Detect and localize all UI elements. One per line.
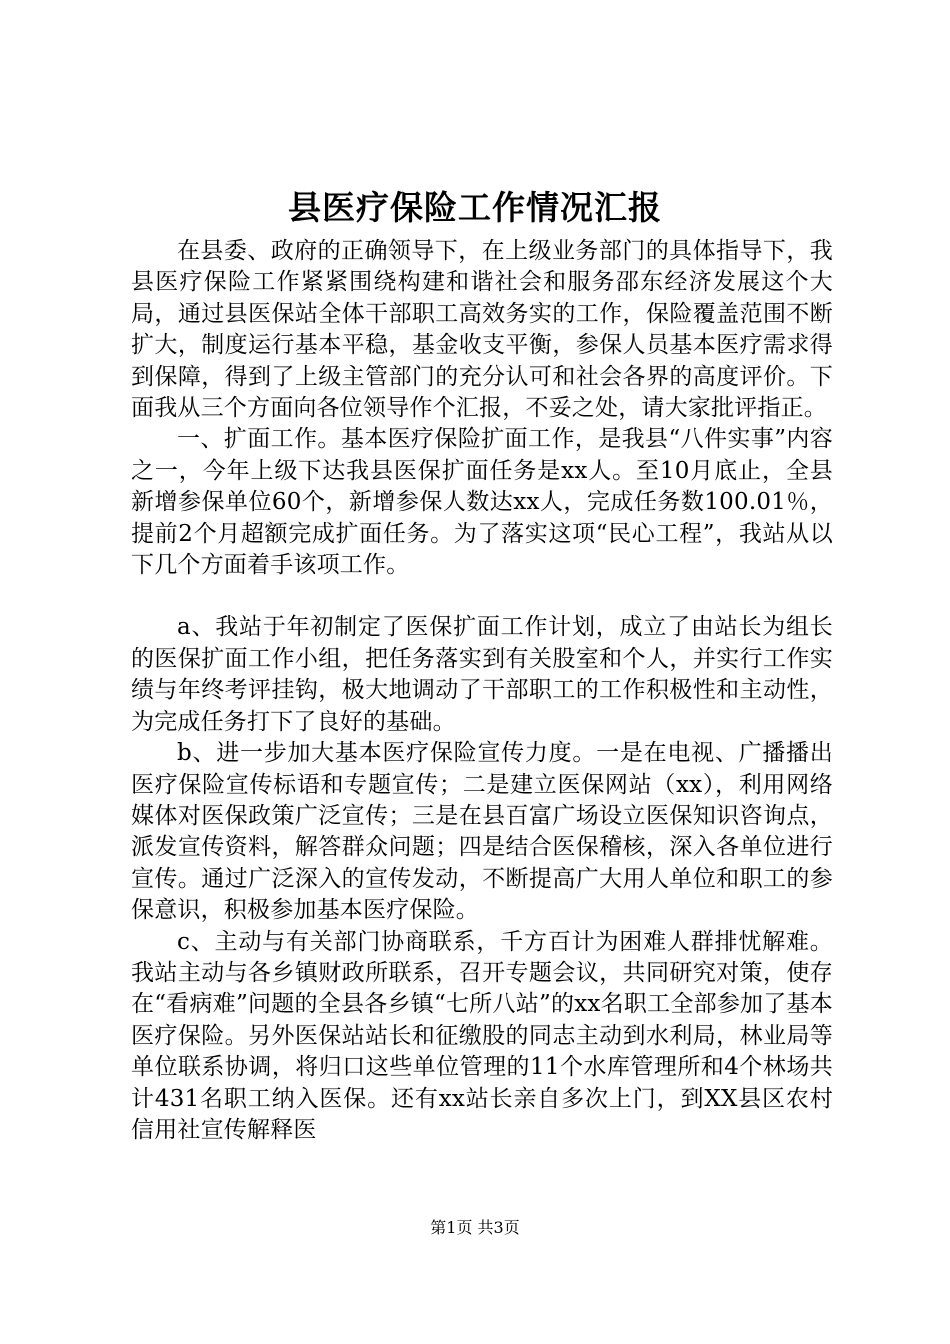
page-footer: 第1页 共3页 bbox=[430, 1218, 520, 1237]
intro-paragraph: 在县委、政府的正确领导下，在上级业务部门的具体指导下，我县医疗保险工作紧紧围绕构建和谐社会和服务邵东经济发展这个大局，通过县医保站全体干部职工高效务实的工作，保险覆盖范围不断扩大，制度运行基本平稳，基金收支平衡，参保人员基本医疗需求得到保障，得到了上级主管部门的充分认可和社会各界的高度评价。下面我从三个方面向各位领导作个汇报，不妥之处，请大家批评指正。 bbox=[131, 238, 833, 422]
item-c-paragraph: c、主动与有关部门协商联系，千方百计为困难人群排忧解难。我站主动与各乡镇财政所联系，召开专题会议，共同研究对策，使存在“看病难”问题的全县各乡镇“七所八站”的xx名职工全部参加了基本医疗保险。另外医保站站长和征缴股的同志主动到水利局，林业局等单位联系协调，将归口这些单位管理的11个水库管理所和4个林场共计431名职工纳入医保。还有xx站长亲自多次上门，到XX县区农村信用社宣传解释医 bbox=[131, 928, 833, 1143]
item-a-paragraph: a、我站于年初制定了医保扩面工作计划，成立了由站长为组长的医保扩面工作小组，把任务落实到有关股室和个人，并实行工作实绩与年终考评挂钩，极大地调动了干部职工的工作积极性和主动性，为完成任务打下了良好的基础。 bbox=[131, 614, 833, 735]
section-expansion-paragraph: 一、扩面工作。基本医疗保险扩面工作，是我县“八件实事”内容之一，今年上级下达我县医保扩面任务是xx人。至10月底止，全县新增参保单位60个，新增参保人数达xx人，完成任务数100.01％，提前2个月超额完成扩面任务。为了落实这项“民心工程”，我站从以下几个方面着手该项工作。 bbox=[131, 426, 833, 579]
document-body bbox=[131, 236, 833, 1146]
document-title: 县医疗保险工作情况汇报 bbox=[288, 188, 662, 227]
item-b-paragraph: b、进一步加大基本医疗保险宣传力度。一是在电视、广播播出医疗保险宣传标语和专题宣传；二是建立医保网站（xx），利用网络媒体对医保政策广泛宣传；三是在县百富广场设立医保知识咨询点，派发宣传资料，解答群众问题；四是结合医保稽核，深入各单位进行宣传。通过广泛深入的宣传发动，不断提高广大用人单位和职工的参保意识，积极参加基本医疗保险。 bbox=[131, 740, 833, 924]
